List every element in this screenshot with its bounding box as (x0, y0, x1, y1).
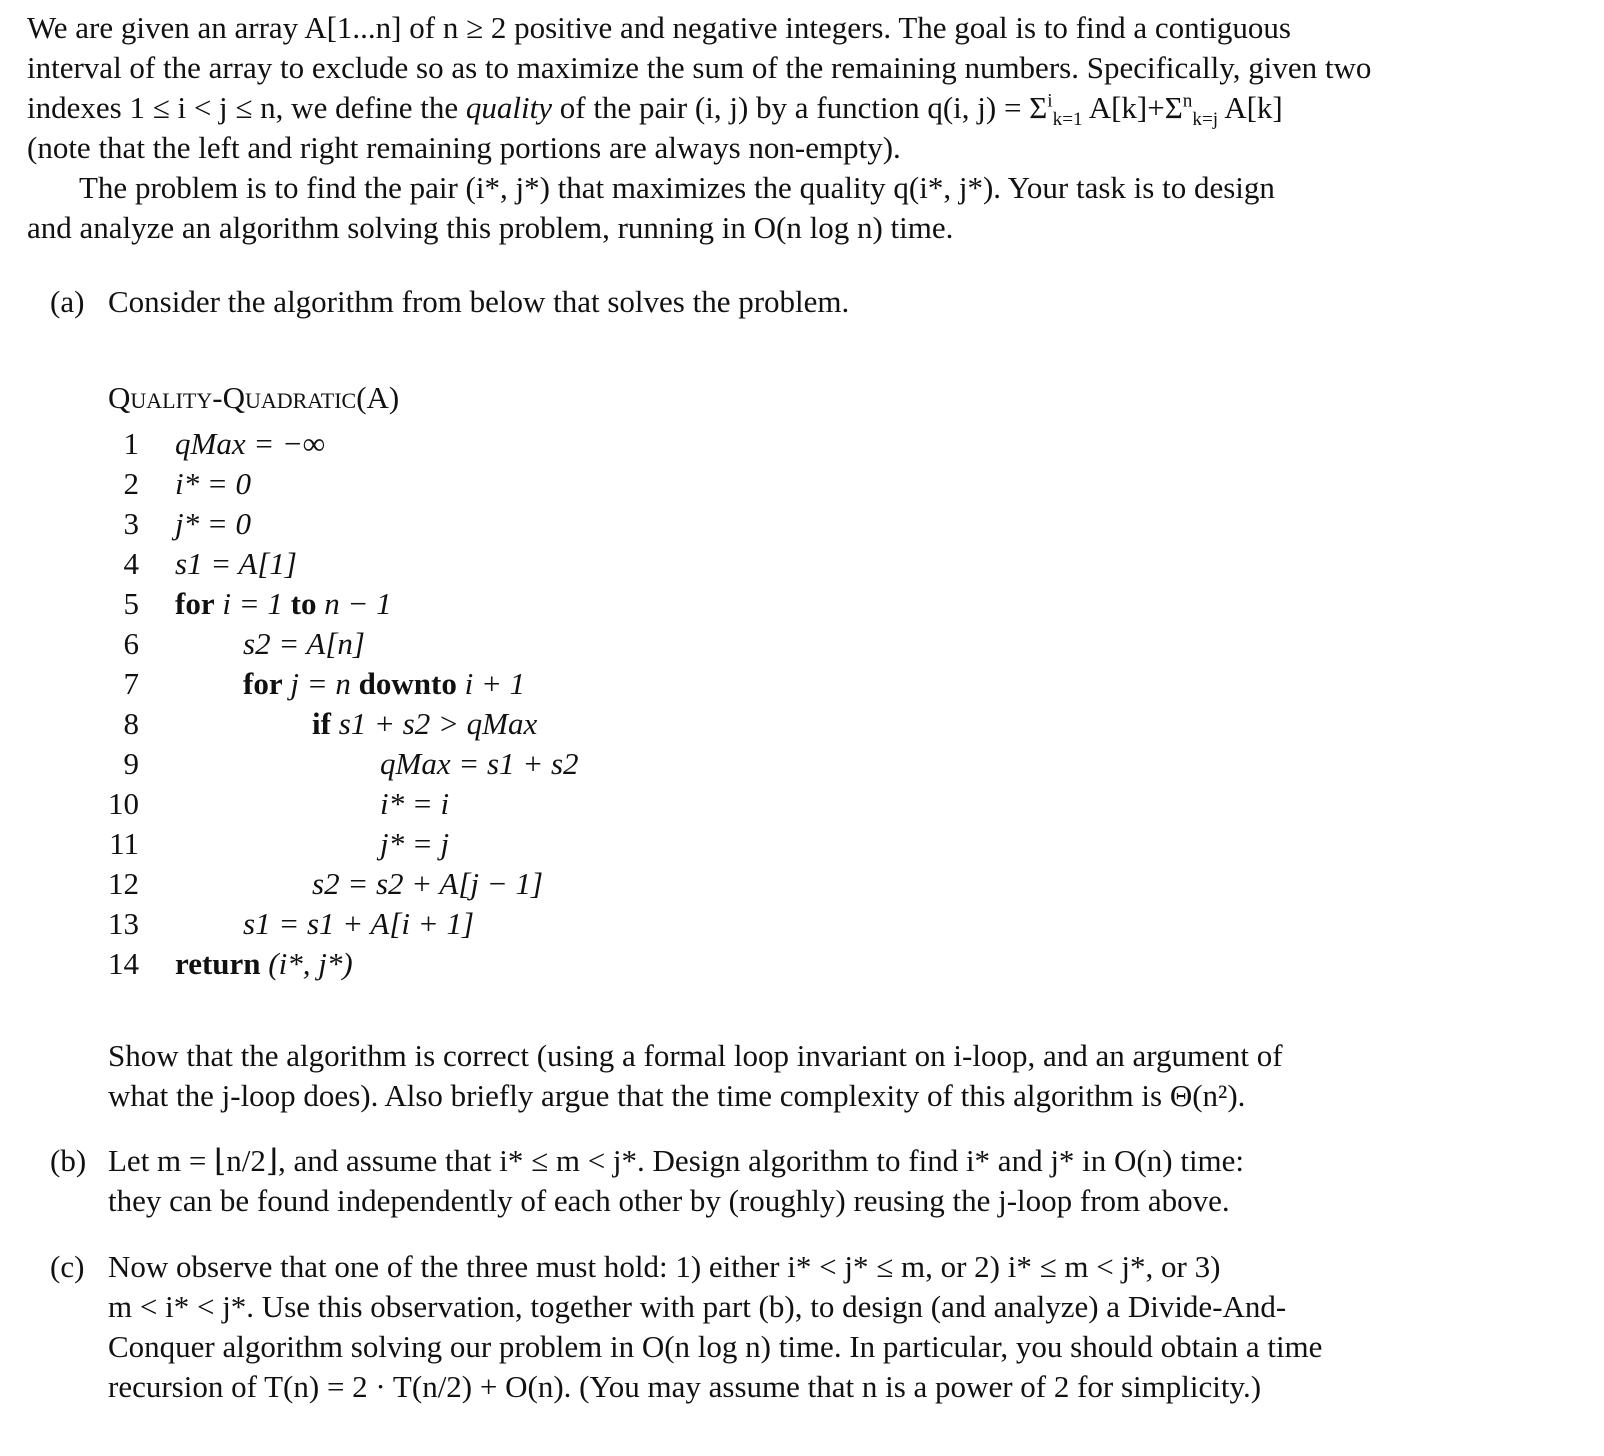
code-line: qMax = −∞ (175, 426, 326, 461)
code-line: s1 = A[1] (175, 546, 297, 581)
code-expr: s1 + s2 > qMax (338, 706, 538, 741)
intro-line-3-c: of the pair (i, j) by a function q(i, j) = Σ (559, 90, 1048, 125)
code-line: j* = 0 (175, 506, 252, 541)
code-line: j* = j (380, 826, 450, 861)
code-line (243, 664, 525, 705)
intro-line-5: The problem is to find the pair (i*, j*) that maximizes the quality q(i*, j*). Your task is to design (79, 170, 1275, 205)
line-number: 9 (123, 746, 139, 781)
code-line (312, 704, 537, 745)
line-number: 8 (123, 706, 139, 741)
intro-line-3-a: indexes 1 ≤ i < j ≤ n, we define the (27, 90, 459, 125)
intro-line-3-f: A[k]+Σ (1088, 90, 1183, 125)
code-line: s1 = s1 + A[i + 1] (243, 906, 475, 941)
part-a-text: Consider the algorithm from below that solves the problem. (108, 284, 850, 319)
part-c-line-4: recursion of T(n) = 2 · T(n/2) + O(n). (You may assume that n is a power of 2 for simplicity.) (108, 1369, 1262, 1404)
line-number: 7 (123, 666, 139, 701)
code-line (175, 584, 392, 625)
code-line (175, 944, 353, 985)
line-number: 13 (108, 906, 139, 941)
code-line: s2 = s2 + A[j − 1] (312, 866, 544, 901)
line-number: 4 (123, 546, 139, 581)
intro-line-6: and analyze an algorithm solving this problem, running in O(n log n) time. (27, 210, 954, 245)
part-c-label: (c) (50, 1249, 85, 1284)
algorithm-arg: (A) (356, 380, 400, 415)
part-a-after-1: Show that the algorithm is correct (using a formal loop invariant on i-loop, and an argument of (108, 1038, 1283, 1073)
line-number: 6 (123, 626, 139, 661)
intro-line-3 (27, 88, 1283, 129)
part-c-line-3: Conquer algorithm solving our problem in O(n log n) time. In particular, you should obtain a time (108, 1329, 1323, 1364)
sum1-lower: k=1 (1052, 109, 1083, 131)
line-number: 2 (123, 466, 139, 501)
part-c-line-1: Now observe that one of the three must hold: 1) either i* < j* ≤ m, or 2) i* ≤ m < j*, or 3) (108, 1249, 1221, 1284)
line-number: 10 (108, 786, 139, 821)
line-number: 1 (123, 426, 139, 461)
intro-line-4: (note that the left and right remaining portions are always non-empty). (27, 130, 901, 165)
code-expr: n − 1 (324, 586, 392, 621)
sum2-upper: n (1182, 90, 1193, 112)
code-line: s2 = A[n] (243, 626, 365, 661)
intro-line-2: interval of the array to exclude so as to maximize the sum of the remaining numbers. Specifically, given two (27, 50, 1372, 85)
quality-term: quality (465, 90, 553, 125)
intro-line-1: We are given an array A[1...n] of n ≥ 2 positive and negative integers. The goal is to find a contiguous (27, 10, 1291, 45)
sum1-upper: i (1047, 90, 1053, 112)
part-b-line-2: they can be found independently of each other by (roughly) reusing the j-loop from above. (108, 1183, 1230, 1218)
intro-line-3-i: A[k] (1224, 90, 1283, 125)
line-number: 14 (108, 946, 139, 981)
line-number: 3 (123, 506, 139, 541)
code-expr: i + 1 (464, 666, 526, 701)
sum2-lower: k=j (1192, 109, 1219, 131)
part-b-label: (b) (50, 1143, 87, 1178)
line-number: 11 (109, 826, 139, 861)
part-c-line-2: m < i* < j*. Use this observation, together with part (b), to design (and analyze) a Divide-And- (108, 1289, 1287, 1324)
keyword: to (290, 586, 317, 621)
code-expr: j = n (290, 666, 351, 701)
algorithm-title (108, 378, 399, 419)
keyword: for (243, 666, 283, 701)
code-expr: i = 1 (222, 586, 283, 621)
keyword: return (175, 946, 261, 981)
keyword: for (175, 586, 215, 621)
line-number: 12 (108, 866, 139, 901)
part-a-after-2: what the j-loop does). Also briefly argue that the time complexity of this algorithm is Θ(n²). (108, 1078, 1246, 1113)
code-expr: (i*, j*) (268, 946, 353, 981)
code-line: i* = i (380, 786, 450, 821)
part-b-line-1: Let m = ⌊n/2⌋, and assume that i* ≤ m < j*. Design algorithm to find i* and j* in O(n) time: (108, 1143, 1245, 1178)
algorithm-name: Quality-Quadratic (108, 380, 357, 415)
keyword: downto (358, 666, 457, 701)
line-number: 5 (123, 586, 139, 621)
code-line: i* = 0 (175, 466, 252, 501)
part-a-label: (a) (50, 284, 85, 319)
code-line: qMax = s1 + s2 (380, 746, 579, 781)
keyword: if (312, 706, 331, 741)
